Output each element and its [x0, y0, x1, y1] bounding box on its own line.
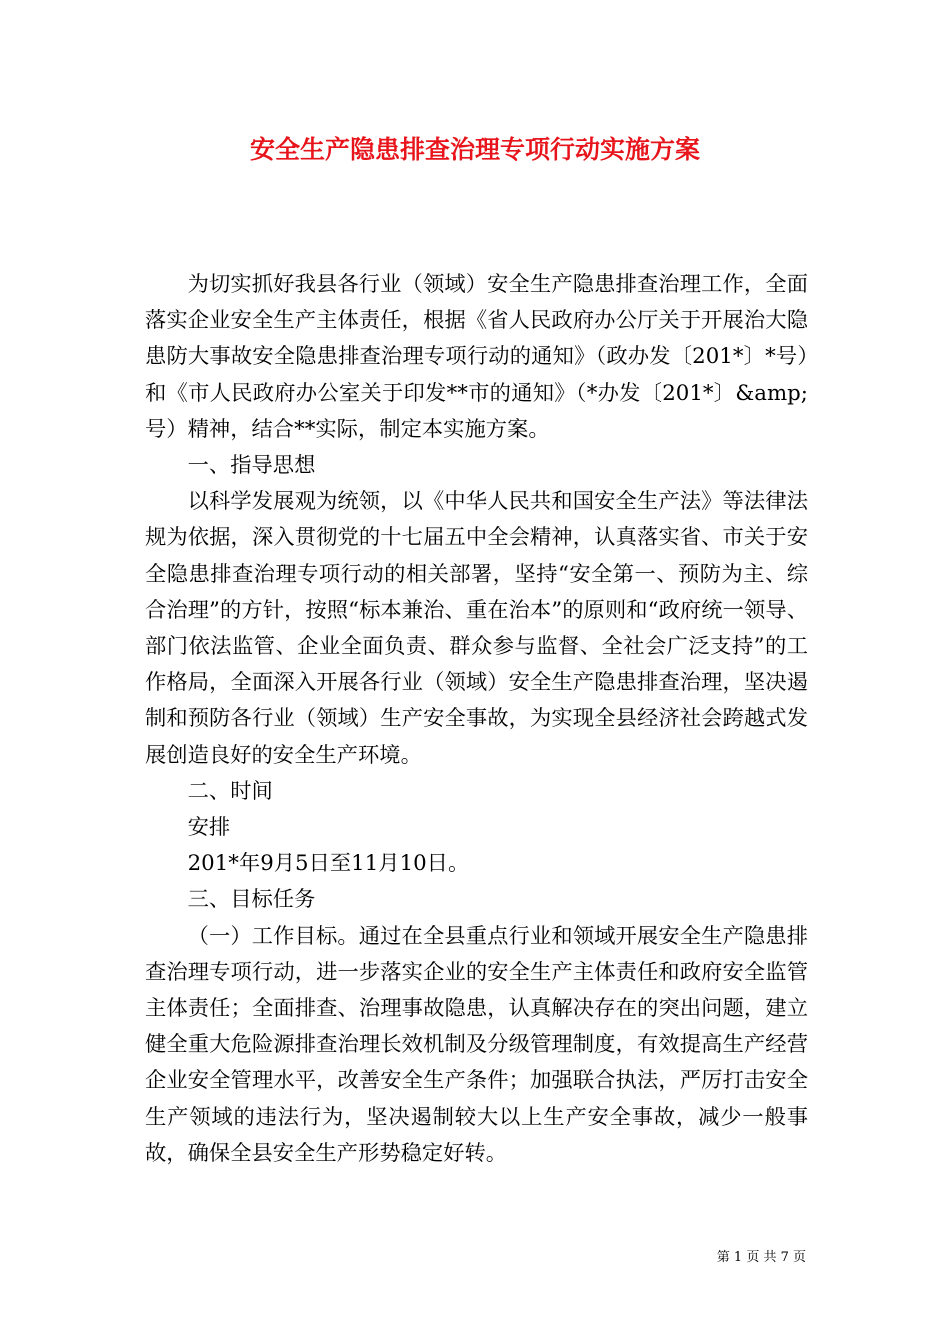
work-goals-paragraph: （一）工作目标。通过在全县重点行业和领域开展安全生产隐患排查治理专项行动，进一步落实企业的安全生产主体责任和政府安全监管主体责任；全面排查、治理事故隐患，认真解决存在的突出问题，建立健全重大危险源排查治理长效机制及分级管理制度，有效提高生产经营企业安全管理水平，改善安全生产条件；加强联合执法，严厉打击安全生产领域的违法行为，坚决遏制较大以上生产安全事故，减少一般事故，确保全县安全生产形势稳定好转。: [145, 923, 808, 1166]
page-number-footer: 第 1 页 共 7 页: [716, 1250, 806, 1265]
guiding-ideology-paragraph: 以科学发展观为统领，以《中华人民共和国安全生产法》等法律法规为依据，深入贯彻党的十七届五中全会精神，认真落实省、市关于安全隐患排查治理专项行动的相关部署，坚持“安全第一、预防为主、综合治理”的方针，按照“标本兼治、重在治本”的原则和“政府统一领导、部门依法监管、企业全面负责、群众参与监督、全社会广泛支持”的工作格局，全面深入开展各行业（领域）安全生产隐患排查治理，坚决遏制和预防各行业（领域）生产安全事故，为实现全县经济社会跨越式发展创造良好的安全生产环境。: [145, 489, 808, 768]
time-range-paragraph: 201*年9月5日至11月10日。: [187, 851, 470, 877]
intro-paragraph: 为切实抓好我县各行业（领域）安全生产隐患排查治理工作，全面落实企业安全生产主体责任，根据《省人民政府办公厅关于开展治大隐患防大事故安全隐患排查治理专项行动的通知》（政办发〔201*〕*号）和《市人民政府办公室关于印发**市的通知》（*办发〔201*〕&amp;号）精神，结合**实际，制定本实施方案。: [145, 272, 808, 442]
section-heading-time: 二、时间: [187, 778, 273, 804]
page-title: 安全生产隐患排查治理专项行动实施方案: [249, 135, 700, 164]
time-arrangement-label: 安排: [187, 815, 231, 841]
section-heading-guiding-ideology: 一、指导思想: [187, 453, 316, 479]
document-body: [145, 267, 808, 1172]
section-heading-goals: 三、目标任务: [187, 887, 316, 913]
